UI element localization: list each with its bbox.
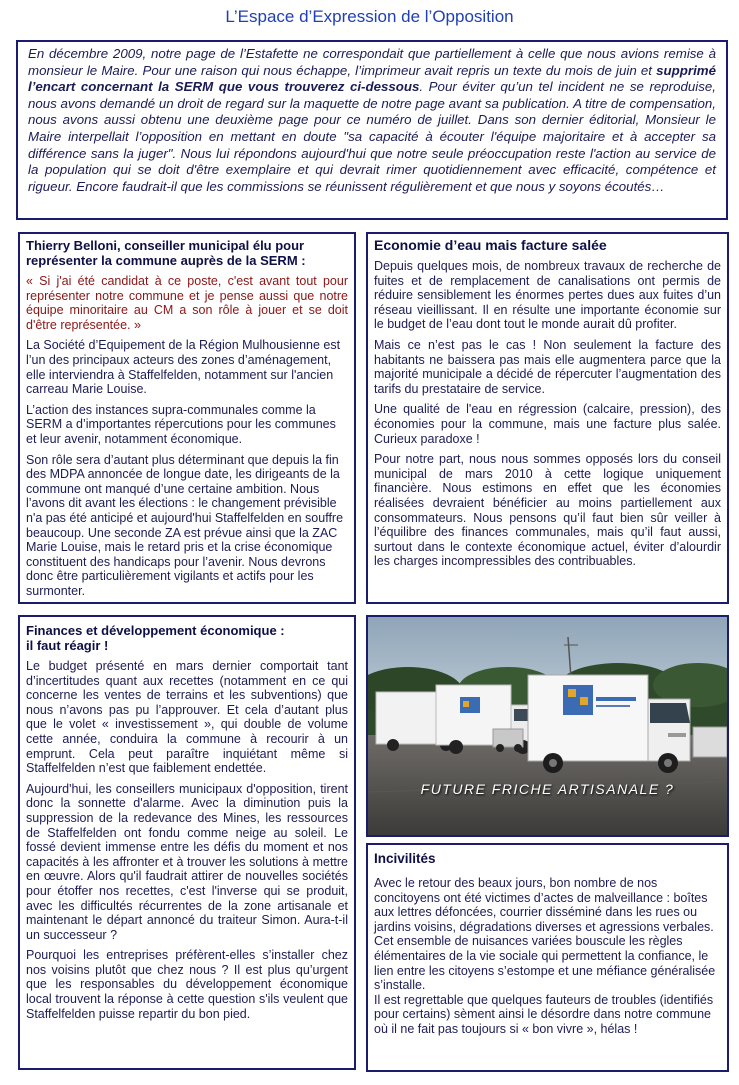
serm-paragraph: Son rôle sera d’autant plus déterminant que depuis la fin des MDPA annoncée de longue date, les dirigeants de la commune ont manqué d’une certaine ambition. Nous l’avons dit avant les élections : le changement prévisible n'a pas été anticipé et aujourd'hui Staffelfelden en souffre beaucoup. Une seconde ZA est prévue ainsi que la ZAC Marie Louise, mais le retard pris et la crise économique constituent des handicaps pour l’avenir. Nous devrons donc être particulièrement vigilants et actifs pour les surmonter. — [26, 452, 344, 598]
finances-heading-line2: il faut réagir ! — [26, 638, 109, 653]
intro-text-part2: . Pour éviter qu’un tel incident ne se reproduise, nous avons demandé un droit de regard sur la maquette de notre page avant sa publication. A titre de compensation, nous avons aussi obtenu une deuxième page pour ce numéro de juillet. Dans son dernier éditorial, Monsieur le Maire interpellait l’opposition en mettant en doute "sa capacité à écouter l'équipe majoritaire et à accepter sa différence sans la juger". Nous lui répondons aujourd'hui que notre seule préoccupation reste l'action au service de la population qui se doit d'être exemplaire et qui devrait rimer quotidiennement avec efficacité, compétence et rigueur. Encore faudrait-il que les commissions se réunissent régulièrement et que nous y soyons écoutés… — [28, 79, 716, 194]
photo-caption: FUTURE FRICHE ARTISANALE ? — [420, 781, 675, 797]
water-paragraph: Mais ce n’est pas le cas ! Non seulement la facture des habitants ne baissera pas mais elle augmentera parce que la majorité municipale a décidé de répercuter l’augmentation des tarifs du prestataire de service. — [374, 337, 721, 396]
serm-article — [18, 232, 356, 604]
incivilites-article — [366, 843, 729, 1072]
water-heading: Economie d’eau mais facture salée — [374, 237, 607, 253]
trucks-photo-image — [368, 617, 727, 835]
incivilites-heading: Incivilités — [374, 851, 436, 866]
incivilites-paragraph: Avec le retour des beaux jours, bon nombre de nos concitoyens ont été victimes d’actes de malveillance : boîtes aux lettres défoncées, courrier disséminé dans les rues ou jardins voisins, dégradations diverses et agressions verbales. Cet ensemble de nuisances variées bouscule les règles élémentaires de la vie sociale qui permettent la confiance, le lien entre les citoyens s’estompe et une méfiance généralisée s’installe. — [374, 876, 716, 993]
water-paragraph: Pour notre part, nous nous sommes opposés lors du conseil municipal de mars 2010 à cette logique uniquement financière. Nous estimons en effet que les économies réalisées devraient bénéficier au moins partiellement aux consommateurs. Nous pensons qu’il faut bien sûr veiller à l’équilibre des finances communales, mais qu’il faut aussi, surtout dans le contexte économique actuel, éviter d’alourdir les charges incompressibles des contribuables. — [374, 452, 721, 569]
finances-paragraph: Aujourd'hui, les conseillers municipaux d'opposition, tirent donc la sonnette d'alarme. Avec la diminution puis la suppression de la redevance des Mines, les ressources de Staffelfelden ont fondu comme neige au soleil. Le fossé devient immense entre les défis du moment et nos capacités à les affronter et à trouver les solutions à mettre en œuvre. Alors qu'il faudrait attirer de nouvelles sociétés pour étoffer nos recettes, c'est l'inverse qui se produit, avec les difficultés récurrentes de la zone artisanale et maintenant le départ annoncé du traiteur Simon. Aura-t-il un successeur ? — [26, 781, 348, 942]
serm-paragraph: La Société d’Equipement de la Région Mulhousienne est l’un des principaux acteurs des zones d’aménagement, elle interviendra à Staffelfelden, notamment sur l'ancien carreau Marie Louise. — [26, 338, 341, 397]
finances-heading — [26, 623, 348, 653]
serm-paragraph: L’action des instances supra-communales comme la SERM a d’importantes répercutions pour les communes et leur avenir, notamment économique. — [26, 402, 336, 446]
serm-quote: « Si j'ai été candidat à ce poste, c'est avant tout pour représenter notre commune et je pense aussi que notre équipe minoritaire au CM a son rôle à jouer et se doit d'être représentée. » — [26, 274, 348, 332]
water-paragraph: Une qualité de l'eau en régression (calcaire, pression), des économies pour la commune, mais une facture plus salée. Curieux paradoxe ! — [374, 402, 721, 446]
finances-paragraph: Le budget présenté en mars dernier comportait tant d’incertitudes quant aux recettes (notamment en ce qui concerne les ventes de terrains et les subventions) que nous n’avons pas pu l’approuver. Et cela d’autant plus que le volet « investissement », qui double de volume cette année, conduira la commune à recourir à un emprunt. Cela peut paraître inquiétant même si Staffelfelden n’est que faiblement endettée. — [26, 659, 348, 776]
finances-article — [18, 615, 356, 1070]
intro-box — [16, 40, 728, 220]
intro-text-part1: En décembre 2009, notre page de l’Estafette ne correspondait que partiellement à celle que nous avions remise à monsieur le Maire. Pour une raison qui nous échappe, l’imprimeur avait repris un texte du mois de juin et — [28, 46, 716, 78]
finances-heading-line1: Finances et développement économique : — [26, 623, 285, 638]
serm-heading: Thierry Belloni, conseiller municipal élu pour représenter la commune auprès de la SERM : — [26, 238, 306, 268]
trucks-photo — [366, 615, 729, 837]
water-paragraph: Depuis quelques mois, de nombreux travaux de recherche de fuites et de remplacement de canalisations ont permis de réduire sensiblement les énormes pertes dues aux fuites d’un réseau vieillissant. Il en résulte une importante économie sur le budget de l’eau dont tout le monde aurait dû profiter. — [374, 259, 721, 332]
page-title: L’Espace d’Expression de l’Opposition — [225, 7, 514, 26]
water-article — [366, 232, 729, 604]
incivilites-paragraph: Il est regrettable que quelques fauteurs de troubles (identifiés pour certains) sèment ainsi le désordre dans notre commune où il ne fait pas toujours si « bon vivre », hélas ! — [374, 992, 714, 1036]
intro-text-bold: supprimé l’encart concernant la SERM que vous trouverez ci-dessous — [28, 62, 716, 95]
finances-paragraph: Pourquoi les entreprises préfèrent-elles s’installer chez nos voisins plutôt que chez nous ? Il est plus qu’urgent que les responsables du développement économique local trouvent la réponse à cette question s'ils veulent que Staffelfelden puisse repartir du bon pied. — [26, 948, 348, 1021]
